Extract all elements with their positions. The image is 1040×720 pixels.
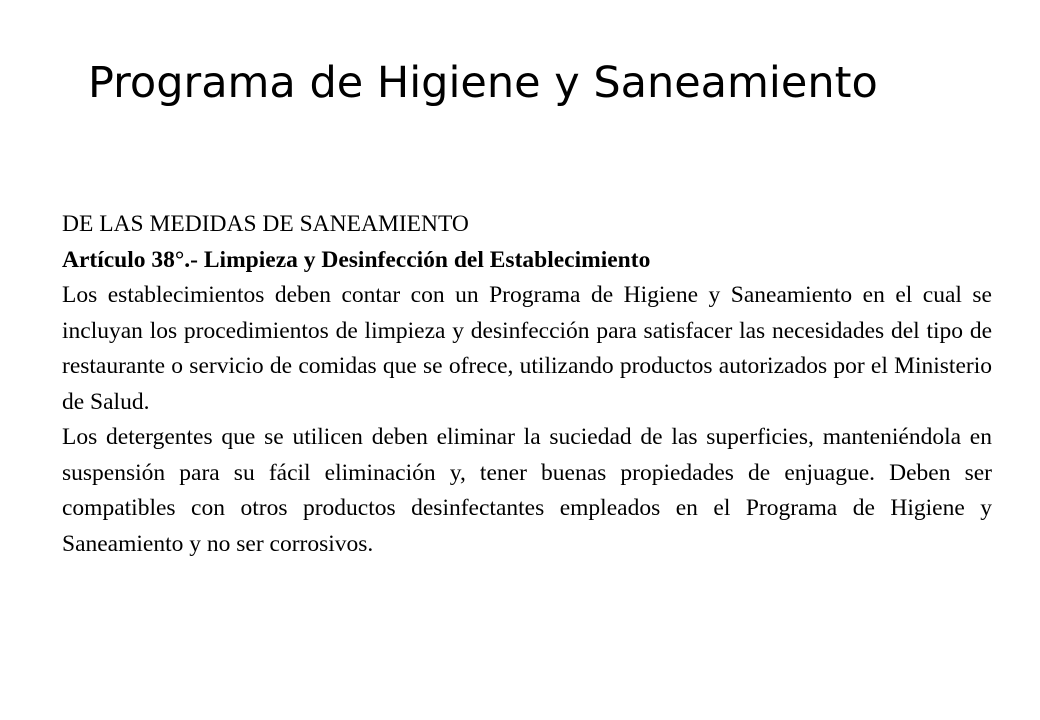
body-paragraph-1: Los establecimientos deben contar con un Programa de Higiene y Saneamiento en el cual se incluyan los procedimientos de limpieza y desinfección para satisfacer las necesidades del tipo de restaurante o servicio de comidas que se ofrece, utilizando productos autorizados por el Ministerio de Salud. — [62, 282, 992, 415]
slide-title: Programa de Higiene y Saneamiento — [88, 58, 878, 108]
body-paragraph-2: Los detergentes que se utilicen deben eliminar la suciedad de las superficies, manteniéndola en suspensión para su fácil eliminación y, tener buenas propiedades de enjuague. Deben ser compatibles con otros productos desinfectantes empleados en el Programa de Higiene y Saneamiento y no ser corrosivos. — [62, 424, 992, 557]
section-heading: DE LAS MEDIDAS DE SANEAMIENTO — [62, 211, 469, 237]
slide-body — [62, 207, 992, 562]
article-heading: Artículo 38°.- Limpieza y Desinfección del Establecimiento — [62, 246, 651, 273]
